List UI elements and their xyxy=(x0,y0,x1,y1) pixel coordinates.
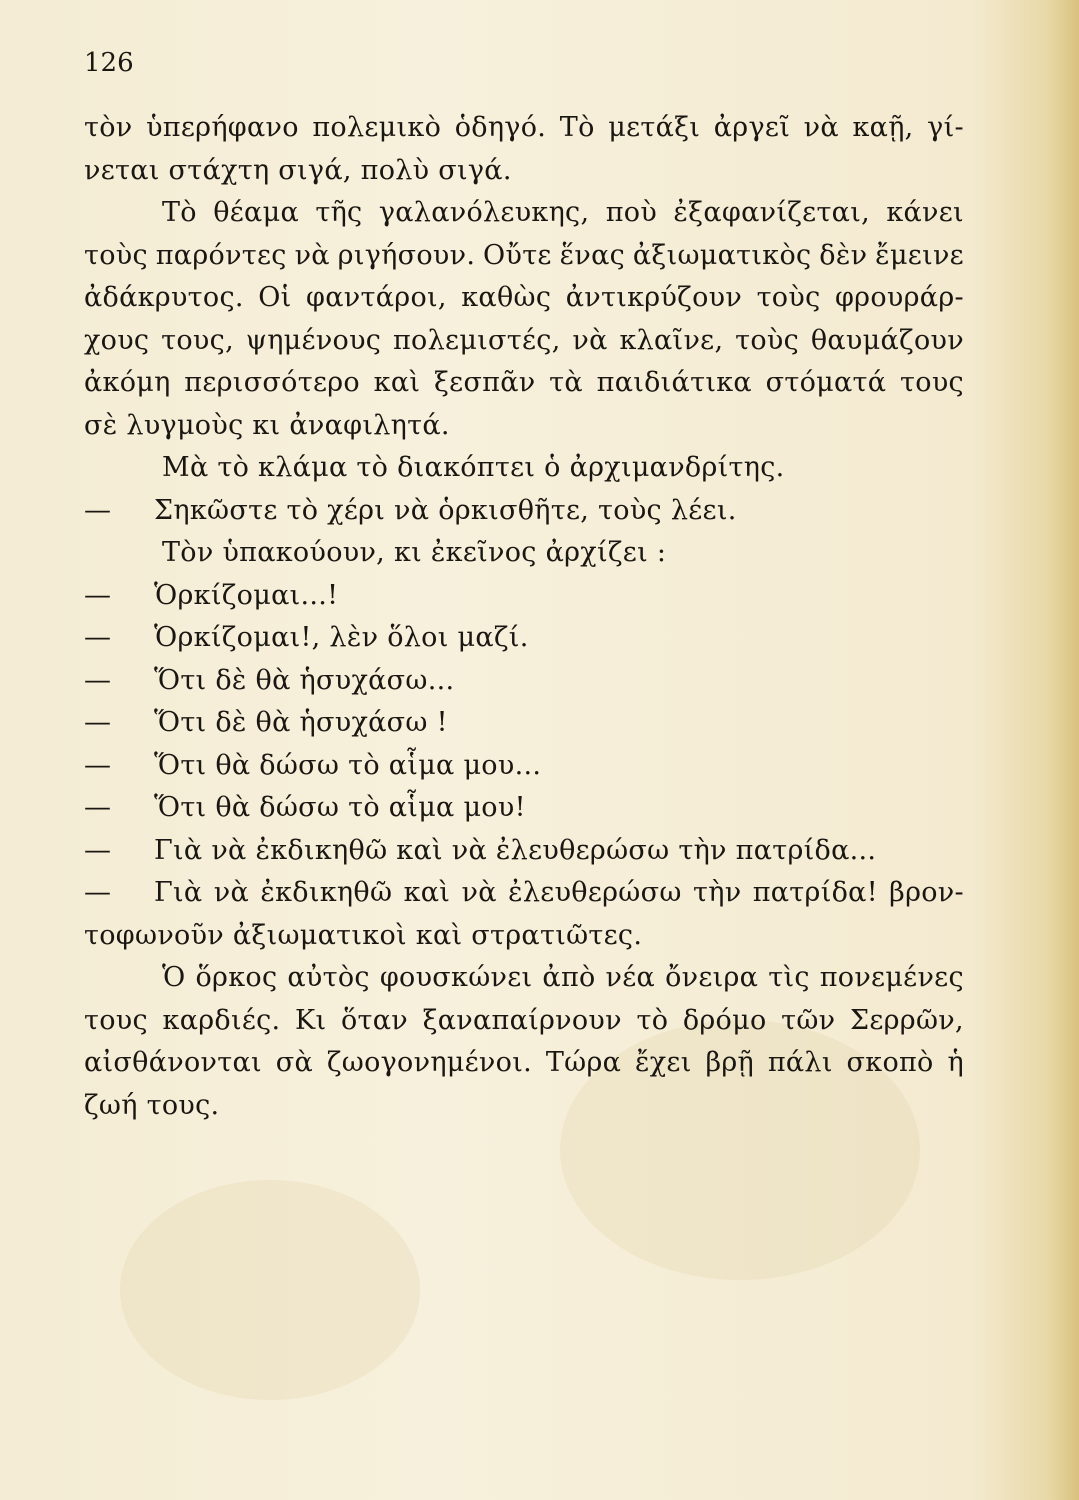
word: παρόντες xyxy=(155,239,287,271)
word: γί- xyxy=(927,112,964,143)
word: θέαμα xyxy=(213,197,299,228)
word: νέα xyxy=(605,962,656,993)
word: ἔχει xyxy=(634,1047,692,1078)
word: ψημένους xyxy=(245,324,382,356)
dialogue-line xyxy=(84,617,964,660)
word: περισσότερο xyxy=(184,367,360,398)
word: τοὺς xyxy=(756,282,821,313)
word: καθὼς xyxy=(461,282,552,313)
line-text xyxy=(84,1000,964,1043)
word: θαυμάζουν xyxy=(810,324,964,356)
dialogue-line xyxy=(84,490,964,533)
text-line xyxy=(84,405,964,448)
line-text xyxy=(84,235,964,278)
word: ὅρκος xyxy=(195,962,278,993)
dialogue-line xyxy=(84,872,964,915)
line-text: Σηκῶστε τὸ χέρι νὰ ὁρκισθῆτε, τοὺς λέει. xyxy=(154,494,737,526)
word: παιδιάτικα xyxy=(596,367,752,398)
dialogue-line xyxy=(84,745,964,788)
word: ἀξιωματικὸς xyxy=(632,239,812,271)
word: Τώρα xyxy=(545,1047,622,1078)
line-text: Γιὰ νὰ ἐκδικηθῶ καὶ νὰ ἐλευθερώσω τὴν πατρίδα... xyxy=(154,834,877,866)
word: δὲν xyxy=(819,239,868,271)
word: ριγήσουν. xyxy=(337,239,476,271)
line-text: σὲ λυγμοὺς κι ἀναφιλητά. xyxy=(84,409,450,441)
word: ἀκόμη xyxy=(84,367,171,398)
word: πολεμιστές, xyxy=(393,324,561,356)
word: νὰ xyxy=(803,112,839,143)
word: νὰ xyxy=(461,877,497,908)
dialogue-line xyxy=(84,660,964,703)
word: καῇ, xyxy=(852,112,914,143)
word: νὰ xyxy=(572,324,608,356)
line-text: Ὁρκίζομαι!, λὲν ὅλοι μαζί. xyxy=(154,622,529,653)
word: τὴν xyxy=(692,877,742,908)
word: πολεμικὸ xyxy=(312,112,442,143)
em-dash: — xyxy=(84,792,112,823)
word: τὰ xyxy=(549,367,583,398)
text-line xyxy=(84,1000,964,1043)
word: τοὺς xyxy=(735,324,800,356)
word: καρδιές. xyxy=(162,1004,281,1036)
word: σὰ xyxy=(275,1047,313,1078)
word: ὄνειρα xyxy=(665,962,759,993)
text-line xyxy=(84,192,964,235)
page-number: 126 xyxy=(84,48,134,78)
line-text: Ὅτι θὰ δώσω τὸ αἷμα μου! xyxy=(154,792,526,823)
em-dash: — xyxy=(84,579,112,611)
em-dash: — xyxy=(84,749,112,781)
line-text: Ὅτι θὰ δώσω τὸ αἷμα μου... xyxy=(154,749,542,781)
word: φρουράρ- xyxy=(834,282,964,313)
em-dash: — xyxy=(84,622,112,653)
word: πατρίδα! xyxy=(752,877,878,908)
word: ὁδηγό. xyxy=(454,112,547,143)
word: βρῇ xyxy=(705,1047,754,1078)
text-line xyxy=(84,915,964,958)
em-dash: — xyxy=(84,494,112,526)
word: φαντάροι, xyxy=(306,282,447,313)
text-line xyxy=(84,1085,964,1128)
word: καὶ xyxy=(403,877,451,908)
line-text: νεται στάχτη σιγά, πολὺ σιγά. xyxy=(84,154,512,186)
word: αἰσθάνονται xyxy=(84,1047,262,1078)
word: τὸν xyxy=(84,112,133,143)
text-line xyxy=(84,362,964,405)
word: χους xyxy=(84,324,150,356)
text-line xyxy=(84,235,964,278)
word: ἀντικρύζουν xyxy=(565,282,743,313)
line-text xyxy=(84,107,964,150)
word: ἕνας xyxy=(559,239,626,271)
line-text xyxy=(84,320,964,363)
word: ἀδάκρυτος. xyxy=(84,282,244,313)
word: τῶν xyxy=(781,1004,836,1036)
paper-stain xyxy=(120,1180,420,1400)
em-dash: — xyxy=(84,834,112,866)
word: τὶς xyxy=(768,962,810,993)
word: τὸ xyxy=(636,1004,669,1036)
word: ἐξαφανίζεται, xyxy=(673,197,870,228)
word: Σερρῶν, xyxy=(849,1004,964,1036)
word: Οἱ xyxy=(258,282,292,313)
text-line xyxy=(84,1042,964,1085)
line-text xyxy=(84,1042,964,1085)
dialogue-line xyxy=(84,787,964,830)
line-text xyxy=(84,277,964,320)
word: ζωογονημένοι. xyxy=(326,1047,532,1078)
word: νὰ xyxy=(213,877,250,908)
word: τους xyxy=(900,367,964,398)
word: Κι xyxy=(295,1004,327,1036)
word: Τὸ xyxy=(559,112,595,143)
word: ἀργεῖ xyxy=(713,112,791,143)
line-text xyxy=(162,192,964,235)
word: ἀπὸ xyxy=(542,962,596,993)
word: ξεσπᾶν xyxy=(433,367,536,398)
word: ἐλευθερώσω xyxy=(508,877,682,908)
word: ὅταν xyxy=(340,1004,408,1036)
word: πάλι xyxy=(767,1047,833,1078)
line-text xyxy=(154,872,964,915)
dialogue-line xyxy=(84,702,964,745)
word: ὑπερήφανο xyxy=(146,112,299,143)
word: κάνει xyxy=(886,197,964,228)
word: Οὔτε xyxy=(483,239,552,271)
text-line xyxy=(84,277,964,320)
line-text xyxy=(84,362,964,405)
word: γαλανόλευκης, xyxy=(378,197,590,228)
line-text: Ὁρκίζομαι...! xyxy=(154,579,339,611)
word: στόματά xyxy=(765,367,887,398)
word: καὶ xyxy=(373,367,421,398)
line-text: ζωή τους. xyxy=(84,1089,220,1121)
word: σκοπὸ xyxy=(846,1047,934,1078)
word: ἐκδικηθῶ xyxy=(260,877,393,908)
word: ἔμεινε xyxy=(875,239,964,271)
word: βρον- xyxy=(889,877,964,908)
line-text: τοφωνοῦν ἀξιωματικοὶ καὶ στρατιῶτες. xyxy=(84,919,643,951)
word: ἡ xyxy=(947,1047,964,1078)
line-text xyxy=(162,957,964,1000)
body-text xyxy=(84,107,964,1127)
word: Ὁ xyxy=(162,962,186,993)
word: νὰ xyxy=(294,239,330,271)
word: ξαναπαίρνουν xyxy=(422,1004,622,1036)
text-line xyxy=(84,957,964,1000)
text-line xyxy=(84,150,964,193)
word: κλαῖνε, xyxy=(619,324,724,356)
line-text: Μὰ τὸ κλάμα τὸ διακόπτει ὁ ἀρχιμανδρίτης. xyxy=(162,452,785,483)
word: Γιὰ xyxy=(154,877,203,908)
word: τους xyxy=(84,1004,148,1036)
word: φουσκώνει xyxy=(379,962,533,993)
text-line xyxy=(84,447,964,490)
word: μετάξι xyxy=(608,112,701,143)
word: δρόμο xyxy=(682,1004,767,1036)
word: τοὺς xyxy=(84,239,148,271)
text-line xyxy=(84,532,964,575)
word: αὐτὸς xyxy=(287,962,370,993)
text-line xyxy=(84,320,964,363)
word: Τὸ xyxy=(162,197,197,228)
line-text: Τὸν ὑπακούουν, κι ἐκεῖνος ἀρχίζει : xyxy=(162,537,667,568)
em-dash: — xyxy=(84,664,112,696)
text-line xyxy=(84,107,964,150)
line-text: Ὅτι δὲ θὰ ἡσυχάσω... xyxy=(154,664,455,696)
word: ποὺ xyxy=(605,197,658,228)
word: τῆς xyxy=(315,197,363,228)
word: πονεμένες xyxy=(819,962,964,993)
word: τους, xyxy=(161,324,234,356)
line-text: Ὅτι δὲ θὰ ἡσυχάσω ! xyxy=(154,707,448,738)
em-dash: — xyxy=(84,877,112,908)
em-dash: — xyxy=(84,707,112,738)
dialogue-line xyxy=(84,830,964,873)
dialogue-line xyxy=(84,575,964,618)
